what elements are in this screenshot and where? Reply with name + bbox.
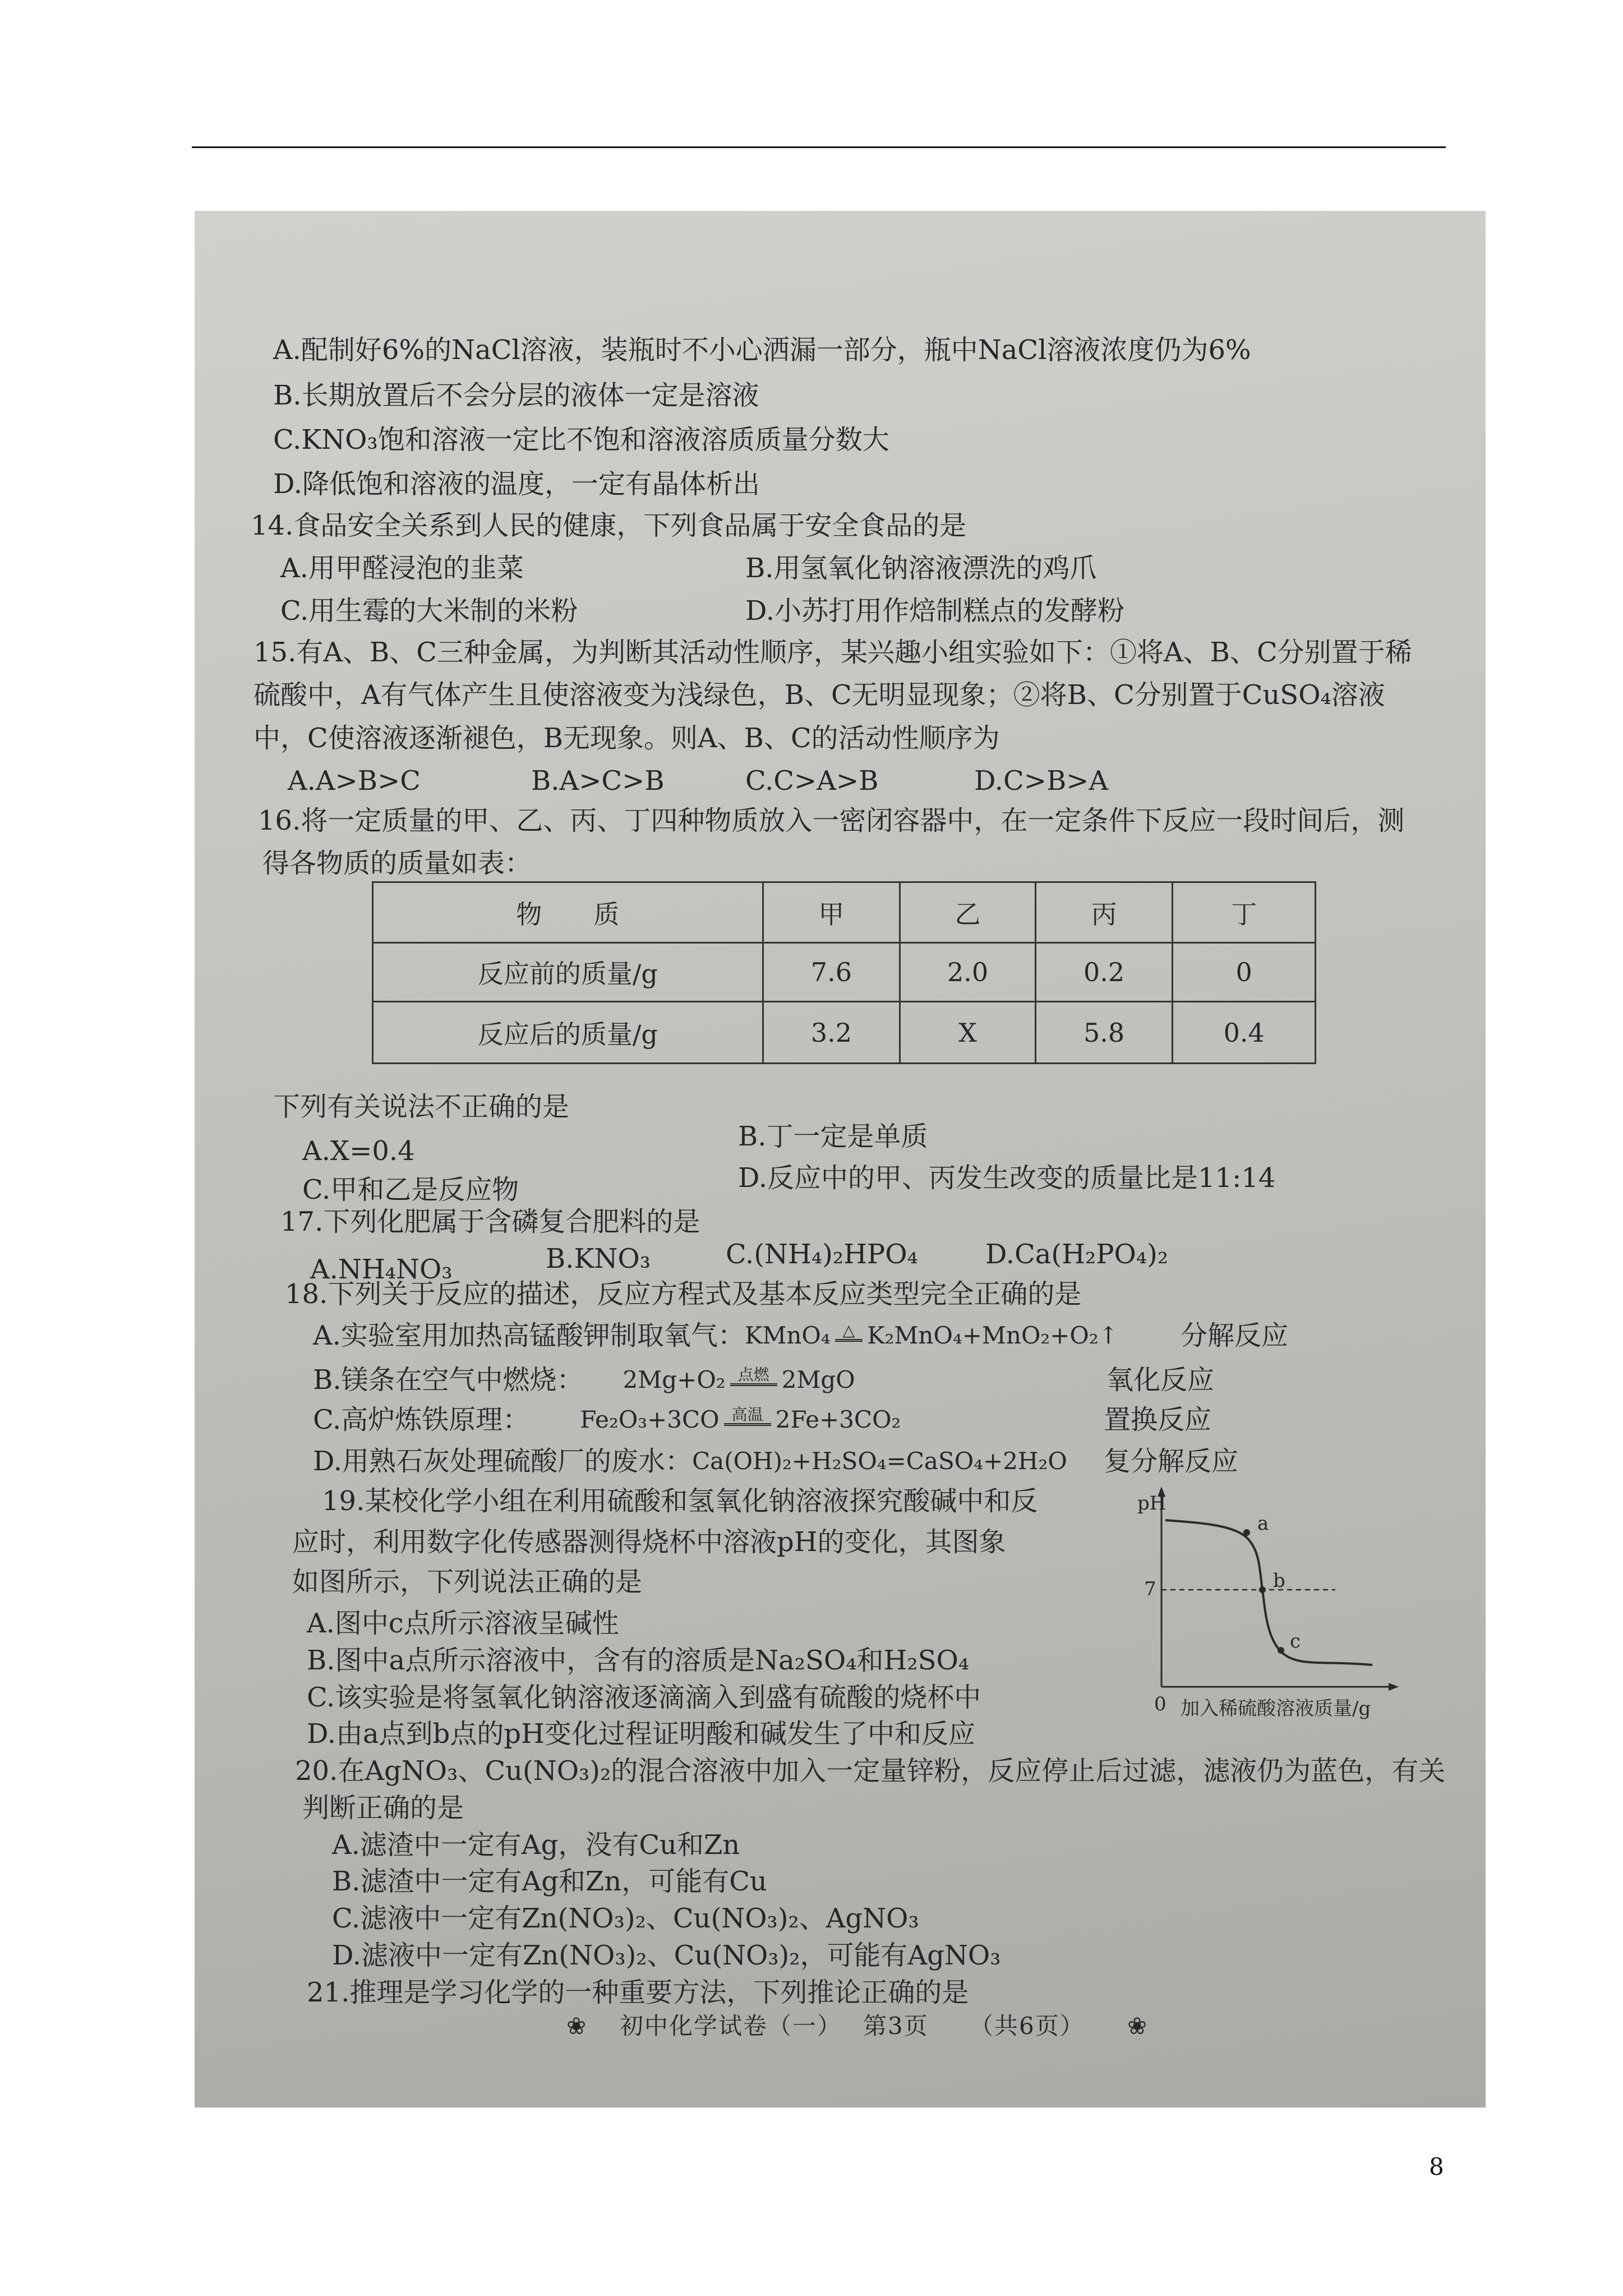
option-label: D.用熟石灰处理硫酸厂的废水： [313,1446,693,1477]
option-label: B.镁条在空气中燃烧： [313,1364,584,1396]
q16-option-a: A.X=0.4 [302,1135,415,1167]
q20-stem-line-2: 判断正确的是 [302,1792,464,1824]
graph-y-label: pH [1137,1492,1166,1515]
graph-x-label: 加入稀硫酸溶液质量/g [1181,1697,1371,1720]
q17-option-a: A.NH₄NO₃ [310,1254,453,1285]
point-c-marker [1278,1647,1284,1654]
q18-option-a [313,1319,1118,1352]
q15-option-d: D.C>B>A [974,765,1109,797]
graph-origin-label: 0 [1154,1693,1166,1715]
q18-option-d [313,1444,1067,1478]
q19-stem-line-1: 19.某校化学小组在利用硫酸和氢氧化钠溶液探究酸碱中和反 [322,1485,1038,1517]
table-header-cell: 物 质 [373,882,763,943]
footer-title: 初中化学试卷（一） [620,2012,842,2040]
products: K₂MnO₄+MnO₂+O₂↑ [867,1322,1118,1349]
q16-stem-line-1: 16.将一定质量的甲、乙、丙、丁四种物质放入一密闭容器中，在一定条件下反应一段时间后，测 [258,805,1405,836]
graph-point-a-label: a [1257,1512,1269,1535]
q16-option-c: C.甲和乙是反应物 [302,1174,519,1205]
q16-option-d: D.反应中的甲、丙发生改变的质量比是11:14 [738,1162,1276,1194]
ph-curve-graph [1122,1470,1424,1722]
q15-option-b: B.A>C>B [531,765,665,797]
table-cell: 7.6 [763,943,900,1002]
q18-option-c-type: 置换反应 [1104,1404,1212,1435]
table-row [373,1002,1316,1064]
reaction-condition: 点燃 [730,1366,777,1386]
table-cell: 0 [1173,943,1316,1002]
products: 2MgO [781,1366,855,1393]
q18-option-c [313,1403,901,1437]
q15-stem-line-2: 硫酸中，A有气体产生且使溶液变为浅绿色，B、C无明显现象；②将B、C分别置于CuSO₄溶液 [253,679,1385,711]
q15-stem-line-1: 15.有A、B、C三种金属，为判断其活动性顺序，某兴趣小组实验如下：①将A、B、C分别置于稀 [253,637,1412,668]
equation [745,1319,1118,1352]
q15-stem-line-3: 中，C使溶液逐渐褪色，B无现象。则A、B、C的活动性顺序为 [253,723,1000,754]
graph-point-c-label: c [1290,1630,1301,1653]
equation [623,1363,855,1397]
table-header-cell: 乙 [900,882,1036,943]
q17-stem: 17.下列化肥属于含磷复合肥料的是 [280,1206,700,1237]
q18-option-d-type: 复分解反应 [1104,1446,1239,1477]
reactants: KMnO₄ [744,1322,831,1349]
q13-option-c: C.KNO₃饱和溶液一定比不饱和溶液溶质质量分数大 [273,424,889,455]
reaction-condition: △ [835,1322,863,1342]
q14-option-a: A.用甲醛浸泡的韭菜 [280,553,524,584]
reactants: Fe₂O₃+3CO [580,1406,720,1433]
header-rule [192,146,1446,148]
q16-stem-line-2: 得各物质的质量如表： [262,848,532,879]
q15-option-a: A.A>B>C [288,765,421,797]
q18-option-a-type: 分解反应 [1181,1320,1289,1351]
q19-option-d: D.由a点到b点的pH变化过程证明酸和碱发生了中和反应 [307,1718,975,1750]
table-header-cell: 甲 [763,882,900,943]
q19-stem-line-2: 应时，利用数字化传感器测得烧杯中溶液pH的变化，其图象 [292,1526,1006,1558]
q15-option-c: C.C>A>B [745,765,879,797]
q14-option-b: B.用氢氧化钠溶液漂洗的鸡爪 [745,553,1097,584]
q20-option-b: B.滤渣中一定有Ag和Zn，可能有Cu [332,1866,767,1897]
q16-option-b: B.丁一定是单质 [738,1121,928,1152]
table-header-cell: 丙 [1035,882,1173,943]
q13-option-b: B.长期放置后不会分层的液体一定是溶液 [273,380,759,411]
table-header-row [373,882,1316,943]
q14-option-c: C.用生霉的大米制的米粉 [280,595,578,627]
table-cell: 2.0 [900,943,1036,1002]
q19-option-a: A.图中c点所示溶液呈碱性 [307,1608,619,1639]
equation: Ca(OH)₂+H₂SO₄=CaSO₄+2H₂O [692,1447,1067,1475]
q14-stem: 14.食品安全关系到人民的健康，下列食品属于安全食品的是 [251,510,967,541]
footer-page: 第3页 [863,2012,929,2040]
q20-stem-line-1: 20.在AgNO₃、Cu(NO₃)₂的混合溶液中加入一定量锌粉，反应停止后过滤，滤液仍为蓝色，有关 [295,1755,1446,1787]
x-axis-arrow [1389,1683,1399,1691]
table-cell: 反应后的质量/g [373,1002,763,1064]
flower-icon [566,2011,587,2041]
table-cell: 0.2 [1035,943,1173,1002]
q16-prompt: 下列有关说法不正确的是 [273,1091,570,1122]
option-label: C.高炉炼铁原理： [313,1404,530,1435]
q17-option-b: B.KNO₃ [546,1243,651,1274]
graph-point-b-label: b [1273,1570,1285,1592]
table-row [373,943,1316,1002]
equation [580,1403,901,1437]
q18-option-b-type: 氧化反应 [1106,1364,1215,1396]
point-b-marker [1259,1586,1266,1593]
table-header-cell: 丁 [1173,882,1316,943]
reaction-condition: 高温 [724,1406,771,1426]
table-cell: 反应前的质量/g [373,943,763,1002]
table-cell: 3.2 [763,1002,900,1064]
q19-stem-line-3: 如图所示，下列说法正确的是 [292,1566,643,1598]
q13-option-d: D.降低饱和溶液的温度，一定有晶体析出 [273,468,760,500]
graph-y-tick: 7 [1144,1578,1156,1600]
q16-mass-table [372,881,1316,1064]
q20-option-d: D.滤液中一定有Zn(NO₃)₂、Cu(NO₃)₂，可能有AgNO₃ [332,1940,1001,1971]
table-cell: 0.4 [1173,1002,1316,1064]
page-number: 8 [1429,2153,1444,2180]
flower-icon [1127,2011,1148,2041]
reactants: 2Mg+O₂ [623,1366,726,1393]
q19-option-b: B.图中a点所示溶液中，含有的溶质是Na₂SO₄和H₂SO₄ [307,1645,970,1676]
q19-option-c: C.该实验是将氢氧化钠溶液逐滴滴入到盛有硫酸的烧杯中 [307,1682,981,1713]
ph-curve [1165,1520,1372,1665]
q18-stem: 18.下列关于反应的描述，反应方程式及基本反应类型完全正确的是 [285,1278,1082,1310]
table-cell: X [900,1002,1036,1064]
q14-option-d: D.小苏打用作焙制糕点的发酵粉 [745,595,1125,627]
q17-option-d: D.Ca(H₂PO₄)₂ [985,1239,1169,1270]
q18-option-b [313,1363,855,1397]
q17-option-c: C.(NH₄)₂HPO₄ [726,1239,918,1270]
table-cell: 5.8 [1035,1002,1173,1064]
option-label: A.实验室用加热高锰酸钾制取氧气： [313,1320,745,1351]
point-a-marker [1243,1529,1250,1536]
q20-option-c: C.滤液中一定有Zn(NO₃)₂、Cu(NO₃)₂、AgNO₃ [332,1903,919,1934]
q21-stem: 21.推理是学习化学的一种重要方法，下列推论正确的是 [307,1977,969,2008]
q13-option-a: A.配制好6%的NaCl溶液，装瓶时不小心洒漏一部分，瓶中NaCl溶液浓度仍为6% [273,334,1251,366]
products: 2Fe+3CO₂ [775,1406,901,1433]
footer-total-pages: （共6页） [970,2012,1085,2040]
q20-option-a: A.滤渣中一定有Ag，没有Cu和Zn [332,1829,740,1861]
